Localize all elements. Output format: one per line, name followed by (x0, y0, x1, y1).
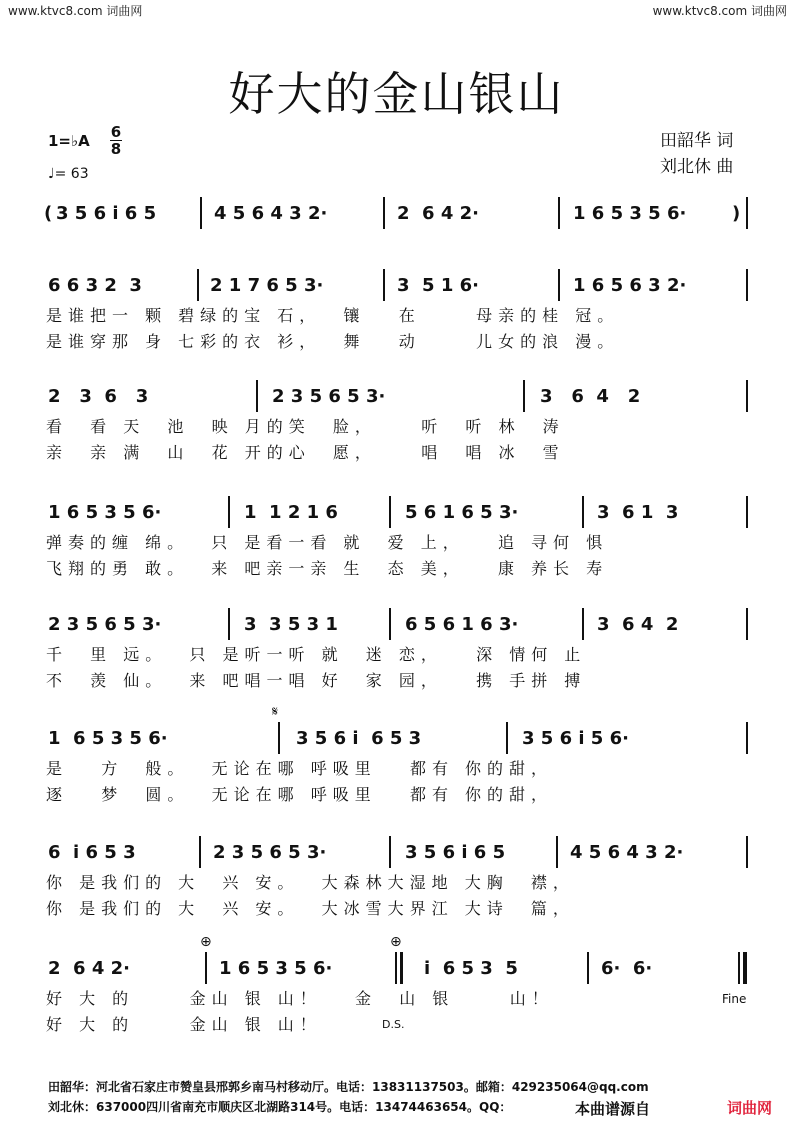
measure: 1 6 5 3 5 6· (573, 203, 687, 224)
lyricist-credit: 田韶华 词 (660, 131, 734, 151)
lyric-verse-1: 看 看 天 池 映 月的笑 脸， 听 听 林 涛 (46, 417, 565, 436)
measure: 3 6 1 3 (597, 502, 679, 523)
repeat-close: ) (732, 203, 741, 224)
source-label: 本曲谱源自 (575, 1100, 651, 1118)
lyric-verse-2: 好 大 的 金山 银 山！ (46, 1015, 322, 1034)
measure: 3 5 6 i 6 5 (405, 842, 506, 863)
brand-logo: 词曲网 (727, 1099, 773, 1117)
measure: 2 6 4 2· (397, 203, 480, 224)
lyric-verse-2: 逐 梦 圆。 无论在哪 呼吸里 都有 你的甜， (46, 785, 554, 804)
measure: 6 6 3 2 3 (48, 275, 142, 296)
measure: 3 5 6 i 6 5 3 (296, 728, 422, 749)
lyric-verse-1: 好 大 的 金山 银 山！ 金 山 银 山！ (46, 989, 554, 1008)
lyric-verse-1: 你 是我们的 大 兴 安。 大森林大湿地 大胸 襟， (46, 873, 575, 892)
time-signature: 6 8 (110, 123, 122, 158)
footer-lyricist-contact: 田韶华：河北省石家庄市赞皇县邢郭乡南马村移动厅。电话：13831137503。邮箱：429235064@qq.com (48, 1080, 649, 1094)
segno-icon: 𝄋 (272, 704, 279, 720)
measure: 1 1 2 1 6 (244, 502, 338, 523)
fine-mark: Fine (722, 992, 747, 1006)
measure: 3 5 1 6· (397, 275, 480, 296)
measure: 2 3 5 6 5 3· (213, 842, 327, 863)
repeat-open: ( (44, 203, 53, 224)
lyric-verse-2: 是谁穿那 身 七彩的衣 衫， 舞 动 儿女的浪 漫。 (46, 332, 620, 351)
composer-credit: 刘北休 曲 (660, 157, 734, 177)
measure: 2 1 7 6 5 3· (210, 275, 324, 296)
lyric-verse-2: 不 羡 仙。 来 吧唱一唱 好 家 园， 携 手拼 搏 (46, 671, 587, 690)
measure: 3 6 4 2 (597, 614, 679, 635)
watermark-left: www.ktvc8.com 词曲网 (8, 4, 143, 18)
measure: 4 5 6 4 3 2· (570, 842, 684, 863)
measure: 2 6 4 2· (48, 958, 131, 979)
measure: 1 6 5 3 5 6· (48, 502, 162, 523)
coda-icon: ⊕ (200, 934, 212, 950)
song-title: 好大的金山银山 (228, 67, 565, 121)
measure: 3 3 5 3 1 (244, 614, 338, 635)
measure: 1 6 5 3 5 6· (219, 958, 333, 979)
measure: 4 5 6 4 3 2· (214, 203, 328, 224)
lyric-verse-2: 亲 亲 满 山 花 开的心 愿， 唱 唱 冰 雪 (46, 443, 565, 462)
measure: 6 5 6 1 6 3· (405, 614, 519, 635)
key-signature: 1=♭A (48, 132, 90, 150)
watermark-right: www.ktvc8.com 词曲网 (652, 4, 787, 18)
measure: 6 i 6 5 3 (48, 842, 136, 863)
measure: 3 5 6 i 6 5 (56, 203, 157, 224)
measure: 1 6 5 3 5 6· (48, 728, 168, 749)
measure: 1 6 5 6 3 2· (573, 275, 687, 296)
ds-mark: D.S. (382, 1018, 405, 1031)
footer-composer-contact: 刘北休：637000四川省南充市顺庆区北湖路314号。电话：13474463654。QQ： (48, 1100, 512, 1114)
measure: 3 5 6 i 5 6· (522, 728, 629, 749)
lyric-verse-1: 是谁把一 颗 碧绿的宝 石， 镶 在 母亲的桂 冠。 (46, 306, 620, 325)
measure: 2 3 5 6 5 3· (272, 386, 386, 407)
lyric-verse-1: 弹奏的缠 绵。 只 是看一看 就 爱 上， 追 寻何 惧 (46, 533, 609, 552)
coda-icon: ⊕ (390, 934, 402, 950)
measure: 2 3 6 3 (48, 386, 149, 407)
measure: 6· 6· (601, 958, 653, 979)
measure: i 6 5 3 5 (424, 958, 518, 979)
measure: 3 6 4 2 (540, 386, 641, 407)
lyric-verse-1: 是 方 般。 无论在哪 呼吸里 都有 你的甜， (46, 759, 554, 778)
measure: 5 6 1 6 5 3· (405, 502, 519, 523)
lyric-verse-2: 你 是我们的 大 兴 安。 大冰雪大界江 大诗 篇， (46, 899, 575, 918)
measure: 2 3 5 6 5 3· (48, 614, 162, 635)
lyric-verse-1: 千 里 远。 只 是听一听 就 迷 恋， 深 情何 止 (46, 645, 587, 664)
lyric-verse-2: 飞翔的勇 敢。 来 吧亲一亲 生 态 美， 康 养长 寿 (46, 559, 609, 578)
tempo-mark: ♩= 63 (48, 166, 89, 182)
